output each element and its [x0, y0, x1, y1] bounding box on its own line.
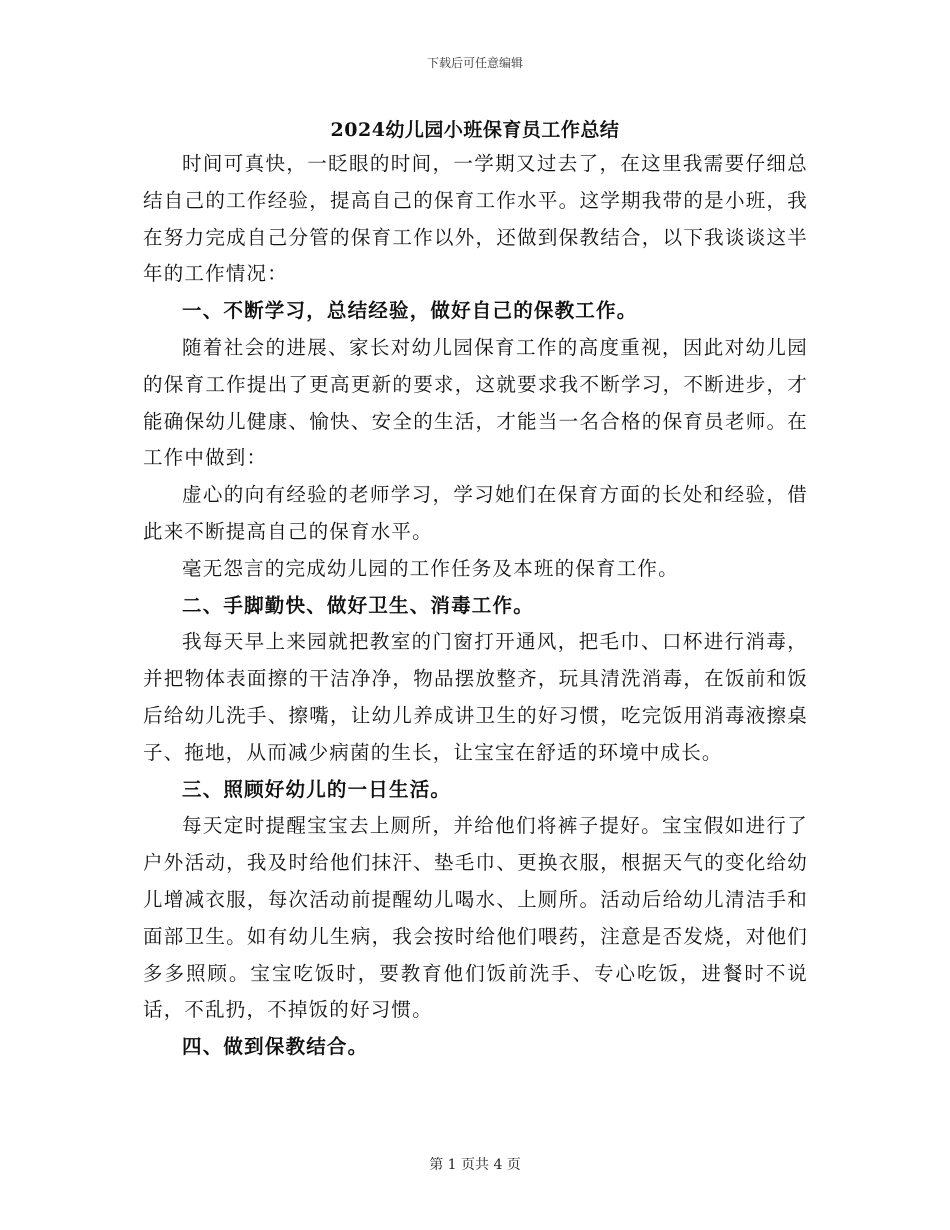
page-footer: 第 1 页共 4 页: [429, 1157, 521, 1173]
paragraph-intro: 时间可真快，一眨眼的时间，一学期又过去了，在这里我需要仔细总结自己的工作经验，提高自己的保育工作水平。这学期我带的是小班，我在努力完成自己分管的保育工作以外，还做到保教结合，以下我谈谈这半年的工作情况：: [143, 152, 808, 286]
paragraph: 毫无怨言的完成幼儿园的工作任务及本班的保育工作。: [182, 556, 679, 580]
section-heading-1: 一、不断学习，总结经验，做好自己的保教工作。: [182, 299, 638, 323]
section-heading-3: 三、照顾好幼儿的一日生活。: [182, 777, 452, 801]
section-heading-4: 四、做到保教结合。: [182, 1035, 369, 1059]
document-title: 2024幼儿园小班保育员工作总结: [330, 119, 620, 141]
section-heading-2: 二、手脚勤快、做好卫生、消毒工作。: [182, 593, 534, 617]
paragraph: 虚心的向有经验的老师学习，学习她们在保育方面的长处和经验，借此来不断提高自己的保育水平。: [143, 483, 808, 543]
document-body: [143, 146, 808, 1066]
page-header: 下载后可任意编辑: [426, 56, 523, 70]
paragraph: 每天定时提醒宝宝去上厕所，并给他们将裤子提好。宝宝假如进行了户外活动，我及时给他们抹汗、垫毛巾、更换衣服，根据天气的变化给幼儿增减衣服，每次活动前提醒幼儿喝水、上厕所。活动后给幼儿清洁手和面部卫生。如有幼儿生病，我会按时给他们喂药，注意是否发烧，对他们多多照顾。宝宝吃饭时，要教育他们饭前洗手、专心吃饭，进餐时不说话，不乱扔，不掉饭的好习惯。: [143, 814, 808, 1022]
paragraph: 随着社会的进展、家长对幼儿园保育工作的高度重视，因此对幼儿园的保育工作提出了更高更新的要求，这就要求我不断学习，不断进步，才能确保幼儿健康、愉快、安全的生活，才能当一名合格的保育员老师。在工作中做到：: [143, 335, 808, 470]
paragraph: 我每天早上来园就把教室的门窗打开通风，把毛巾、口杯进行消毒，并把物体表面擦的干洁净净，物品摆放整齐，玩具清洗消毒，在饭前和饭后给幼儿洗手、擦嘴，让幼儿养成讲卫生的好习惯，吃完饭用消毒液擦桌子、拖地，从而减少病菌的生长，让宝宝在舒适的环境中成长。: [143, 630, 808, 764]
